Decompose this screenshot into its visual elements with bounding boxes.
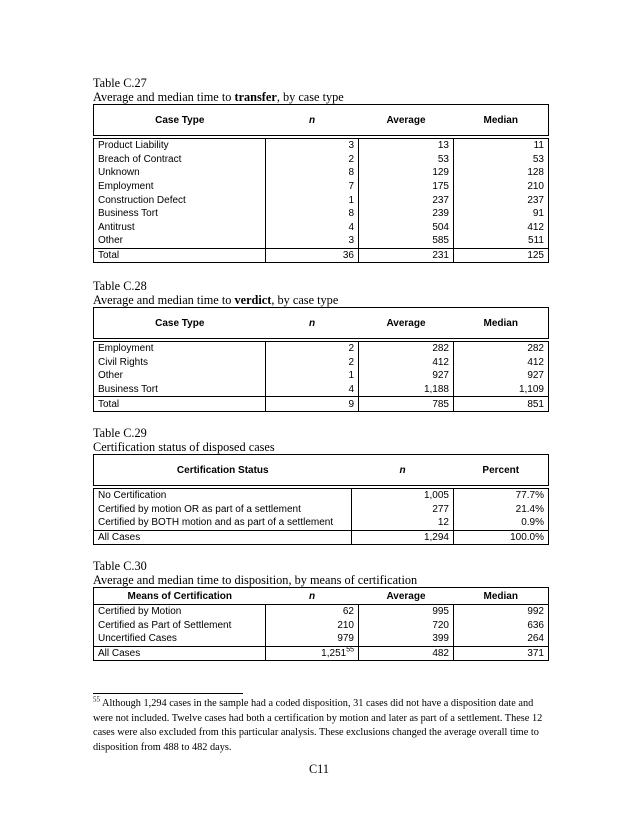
table-row: Business Tort 8 239 91 bbox=[94, 207, 549, 221]
table-row: Employment 7 175 210 bbox=[94, 180, 549, 194]
table-row: Other 1 927 927 bbox=[94, 369, 549, 383]
table-caption: Certification status of disposed cases bbox=[93, 440, 275, 454]
footnote bbox=[93, 697, 555, 755]
column-header: Means of Certification bbox=[127, 590, 232, 602]
table-label: Table C.28 bbox=[93, 279, 147, 293]
table-row: Uncertified Cases 979 399 264 bbox=[94, 632, 549, 646]
footnote-divider bbox=[93, 693, 243, 694]
column-header: Average bbox=[386, 317, 426, 329]
table-row: Certified by motion OR as part of a settlement 277 21.4% bbox=[94, 503, 549, 517]
page-number: C11 bbox=[308, 762, 330, 776]
table-c29 bbox=[93, 454, 549, 545]
table-caption: Average and median time to transfer, by case type bbox=[93, 90, 344, 104]
column-header: Median bbox=[483, 114, 518, 126]
table-row: Certified by BOTH motion and as part of a settlement 12 0.9% bbox=[94, 516, 549, 530]
column-header: Certification Status bbox=[176, 464, 269, 476]
column-header: Median bbox=[483, 590, 518, 602]
table-row: Construction Defect 1 237 237 bbox=[94, 193, 549, 207]
column-header: n bbox=[308, 317, 316, 329]
table-row: Certified by Motion 62 995 992 bbox=[94, 605, 549, 619]
table-total-row: All Cases 1,294 100.0% bbox=[94, 530, 549, 545]
column-header: Case Type bbox=[155, 317, 205, 329]
table-label: Table C.27 bbox=[93, 76, 147, 90]
column-header: Average bbox=[386, 590, 426, 602]
table-label: Table C.30 bbox=[93, 559, 147, 573]
table-row: Other 3 585 511 bbox=[94, 234, 549, 248]
table-c30 bbox=[93, 587, 549, 661]
table-row: Product Liability 3 13 11 bbox=[94, 139, 549, 153]
table-row: Antitrust 4 504 412 bbox=[94, 221, 549, 235]
table-total-row: All Cases 1,251$^{55}$ 482 371 bbox=[94, 646, 549, 661]
table-row: Certified as Part of Settlement 210 720 636 bbox=[94, 619, 549, 633]
table-total-row: Total 36 231 125 bbox=[94, 248, 549, 263]
table-label: Table C.29 bbox=[93, 426, 147, 440]
footnote-ref[interactable]: 55 bbox=[346, 646, 354, 654]
footnote-text: Although 1,294 cases in the sample had a coded disposition, 31 cases did not have a disposition date and were not included. Twelve cases had both a certification by motion and later as part of a settlement. These 12 cases were also excluded from this particular analysis. These exclusions changed the average overall time to disposition from 488 to 482 days. bbox=[93, 698, 543, 753]
column-header: n bbox=[399, 464, 406, 476]
table-c30-block bbox=[93, 559, 548, 661]
table-row: Employment 2 282 282 bbox=[94, 342, 549, 356]
table-c27-block bbox=[93, 76, 548, 263]
table-caption: Average and median time to verdict, by case type bbox=[93, 293, 339, 307]
table-c27 bbox=[93, 104, 549, 263]
table-caption: Average and median time to disposition, by means of certification bbox=[93, 573, 418, 587]
table-c28-block bbox=[93, 279, 548, 412]
table-row: Unknown 8 129 128 bbox=[94, 166, 549, 180]
column-header: Case Type bbox=[155, 114, 205, 126]
table-c29-block bbox=[93, 426, 548, 545]
column-header: Median bbox=[483, 317, 518, 329]
footnote-number: 55 bbox=[93, 695, 100, 704]
table-total-row: Total 9 785 851 bbox=[94, 397, 549, 412]
table-row: Breach of Contract 2 53 53 bbox=[94, 153, 549, 167]
column-header: n bbox=[308, 114, 316, 126]
table-row: Business Tort 4 1,188 1,109 bbox=[94, 383, 549, 397]
table-row: Civil Rights 2 412 412 bbox=[94, 356, 549, 370]
column-header: Percent bbox=[482, 464, 520, 476]
column-header: Average bbox=[386, 114, 426, 126]
table-row: No Certification 1,005 77.7% bbox=[94, 489, 549, 503]
column-header: n bbox=[308, 590, 316, 602]
table-c28 bbox=[93, 307, 549, 412]
